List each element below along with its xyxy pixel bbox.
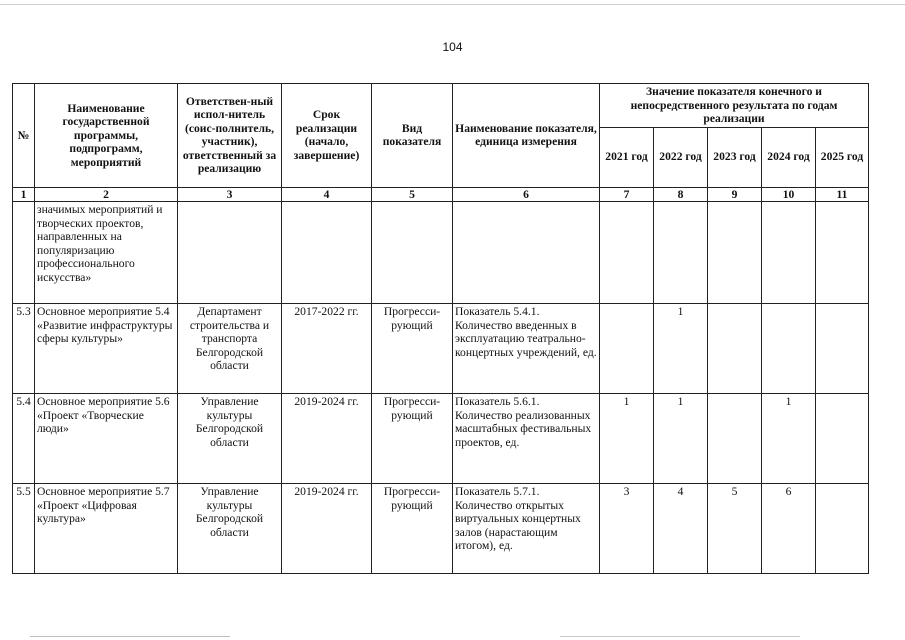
column-numbers-row — [13, 187, 869, 202]
value-2021: 3 — [600, 484, 654, 574]
header-indicator-name: Наименование показателя, единица измерения — [453, 84, 600, 188]
header-period: Срок реализации (начало, завершение) — [282, 84, 372, 188]
column-number: 11 — [816, 187, 869, 202]
header-number: № — [13, 84, 35, 188]
period: 2019-2024 гг. — [282, 484, 372, 574]
value-2024: 1 — [762, 394, 816, 484]
event-name: Основное мероприятие 5.6 «Проект «Творческие люди» — [35, 394, 178, 484]
value-2023: 5 — [708, 484, 762, 574]
event-name: Основное мероприятие 5.7 «Проект «Цифровая культура» — [35, 484, 178, 574]
table-row — [13, 484, 869, 574]
value-2021: 1 — [600, 394, 654, 484]
column-number: 1 — [13, 187, 35, 202]
column-number: 7 — [600, 187, 654, 202]
header-year: 2024 год — [762, 127, 816, 187]
event-name: значимых мероприятий и творческих проектов, направленных на популяризацию профессионального искусства» — [35, 202, 178, 304]
value-2021 — [600, 202, 654, 304]
responsible: Департамент строительства и транспорта Белгородской области — [178, 304, 282, 394]
period: 2019-2024 гг. — [282, 394, 372, 484]
column-number: 3 — [178, 187, 282, 202]
header-year: 2021 год — [600, 127, 654, 187]
value-2022 — [654, 202, 708, 304]
value-2024: 6 — [762, 484, 816, 574]
column-number: 2 — [35, 187, 178, 202]
row-number: 5.4 — [13, 394, 35, 484]
value-2021 — [600, 304, 654, 394]
responsible: Управление культуры Белгородской области — [178, 484, 282, 574]
value-2025 — [816, 484, 869, 574]
header-year: 2023 год — [708, 127, 762, 187]
table-row — [13, 394, 869, 484]
responsible: Управление культуры Белгородской области — [178, 394, 282, 484]
scan-edge-top — [0, 4, 905, 5]
header-year: 2025 год — [816, 127, 869, 187]
indicator-kind: Прогресси-рующий — [372, 304, 453, 394]
row-number: 5.5 — [13, 484, 35, 574]
responsible — [178, 202, 282, 304]
indicator-kind: Прогресси-рующий — [372, 484, 453, 574]
indicator-kind — [372, 202, 453, 304]
column-number: 4 — [282, 187, 372, 202]
header-indicator-kind: Вид показателя — [372, 84, 453, 188]
scan-edge-bottom — [560, 636, 800, 637]
header-responsible: Ответствен-ный испол-нитель (соис-полнитель, участник), ответственный за реализацию — [178, 84, 282, 188]
value-2023 — [708, 394, 762, 484]
event-name: Основное мероприятие 5.4 «Развитие инфраструктуры сферы культуры» — [35, 304, 178, 394]
value-2023 — [708, 304, 762, 394]
column-number: 5 — [372, 187, 453, 202]
value-2024 — [762, 304, 816, 394]
header-values: Значение показателя конечного и непосредственного результата по годам реализации — [600, 84, 869, 128]
column-number: 10 — [762, 187, 816, 202]
period — [282, 202, 372, 304]
indicator-kind: Прогресси-рующий — [372, 394, 453, 484]
row-number: 5.3 — [13, 304, 35, 394]
value-2024 — [762, 202, 816, 304]
indicator-name — [453, 202, 600, 304]
period: 2017-2022 гг. — [282, 304, 372, 394]
indicator-name: Показатель 5.7.1. Количество открытых виртуальных концертных залов (нарастающим итогом), ед. — [453, 484, 600, 574]
value-2022: 1 — [654, 304, 708, 394]
indicators-table — [12, 83, 869, 574]
row-number — [13, 202, 35, 304]
indicator-name: Показатель 5.4.1. Количество введенных в эксплуатацию театрально-концертных учреждений, ед. — [453, 304, 600, 394]
value-2023 — [708, 202, 762, 304]
value-2025 — [816, 202, 869, 304]
table-row — [13, 304, 869, 394]
value-2025 — [816, 394, 869, 484]
table-row — [13, 202, 869, 304]
column-number: 9 — [708, 187, 762, 202]
column-number: 8 — [654, 187, 708, 202]
indicator-name: Показатель 5.6.1. Количество реализованных масштабных фестивальных проектов, ед. — [453, 394, 600, 484]
page-number: 104 — [442, 40, 463, 54]
value-2022: 1 — [654, 394, 708, 484]
value-2025 — [816, 304, 869, 394]
scan-edge-bottom — [30, 636, 230, 637]
value-2022: 4 — [654, 484, 708, 574]
header-year: 2022 год — [654, 127, 708, 187]
column-number: 6 — [453, 187, 600, 202]
header-program-name: Наименование государственной программы, подпрограмм, мероприятий — [35, 84, 178, 188]
